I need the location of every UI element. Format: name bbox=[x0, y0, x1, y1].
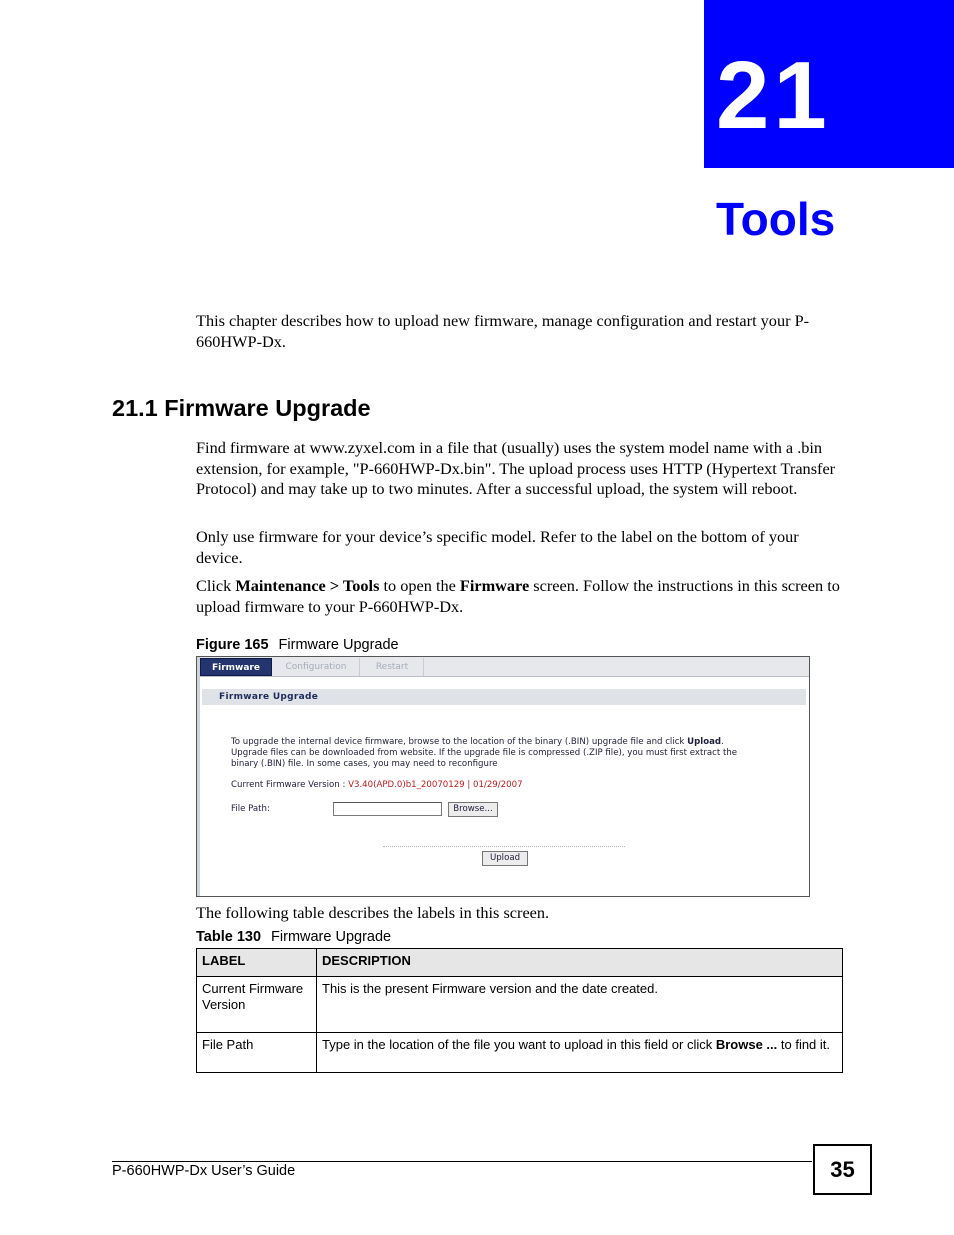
tab-restart[interactable]: Restart bbox=[361, 658, 424, 676]
divider bbox=[383, 846, 625, 847]
text-run: To upgrade the internal device firmware, browse to the location of the binary (.BIN) upgrade file and click bbox=[231, 737, 688, 747]
current-version-value: V3.40(APD.0)b1_20070129 | 01/29/2007 bbox=[348, 780, 523, 790]
tab-firmware[interactable]: Firmware bbox=[200, 658, 272, 676]
header-description: DESCRIPTION bbox=[317, 949, 843, 977]
instruction-line-3: binary (.BIN) file. In some cases, you may need to reconfigure bbox=[231, 759, 498, 769]
table-row bbox=[197, 1033, 843, 1073]
chapter-title: Tools bbox=[716, 193, 836, 245]
figure-title: Firmware Upgrade bbox=[278, 637, 399, 653]
text-run: . bbox=[721, 737, 724, 747]
screen-name-bold: Firmware bbox=[459, 576, 530, 595]
browse-keyword: Browse ... bbox=[715, 1037, 778, 1052]
paragraph-click-instructions bbox=[196, 576, 844, 617]
tab-bar bbox=[197, 657, 809, 677]
cell-label: File Path bbox=[197, 1033, 317, 1073]
text-run: to open the bbox=[379, 576, 460, 595]
labels-table bbox=[196, 948, 843, 1073]
footer-guide-title: P-660HWP-Dx User’s Guide bbox=[112, 1163, 296, 1179]
chapter-number-box bbox=[704, 0, 954, 168]
cell-description bbox=[317, 1033, 843, 1073]
cell-label: Current Firmware Version bbox=[197, 977, 317, 1033]
file-path-input[interactable] bbox=[333, 802, 442, 816]
text-run: Type in the location of the file you want to upload in this field or click bbox=[322, 1037, 716, 1052]
text-run: Click bbox=[196, 576, 236, 595]
upload-keyword: Upload bbox=[687, 737, 722, 747]
figure-caption bbox=[196, 636, 399, 654]
current-version-row bbox=[231, 780, 523, 791]
panel-title: Firmware Upgrade bbox=[202, 689, 806, 705]
table-title: Firmware Upgrade bbox=[271, 929, 392, 945]
instruction-line-1 bbox=[231, 737, 724, 748]
paragraph-table-intro: The following table describes the labels in this screen. bbox=[196, 903, 550, 922]
table-header-row bbox=[197, 949, 843, 977]
left-frame-bar bbox=[197, 657, 200, 896]
header-label: LABEL bbox=[197, 949, 317, 977]
file-path-label: File Path: bbox=[231, 804, 270, 814]
instruction-line-2: Upgrade files can be downloaded from website. If the upgrade file is compressed (.ZIP file), you must first extract the bbox=[231, 748, 738, 758]
tab-configuration[interactable]: Configuration bbox=[273, 658, 360, 676]
paragraph-find-firmware: Find firmware at www.zyxel.com in a file that (usually) uses the system model name with a .bin extension, for example, "P-660HWP-Dx.bin". The upload process uses HTTP (Hypertext Transfer Protocol) and may take up to two minutes. After a successful upload, the system will reboot. bbox=[196, 438, 836, 498]
text-run: screen. Follow the instructions in this screen to upload firmware to your P-660HWP-Dx. bbox=[196, 576, 840, 616]
section-heading: 21.1 Firmware Upgrade bbox=[112, 395, 371, 421]
upload-button[interactable]: Upload bbox=[482, 851, 528, 866]
paragraph-model-warning: Only use firmware for your device’s specific model. Refer to the label on the bottom of your device. bbox=[196, 527, 799, 567]
browse-button[interactable]: Browse... bbox=[448, 802, 498, 817]
table-row bbox=[197, 977, 843, 1033]
current-version-label: Current Firmware Version : bbox=[231, 780, 349, 790]
table-caption bbox=[196, 928, 391, 946]
menu-path-bold: Maintenance > Tools bbox=[235, 576, 380, 595]
text-run: to find it. bbox=[777, 1037, 831, 1052]
chapter-number: 21 bbox=[716, 42, 831, 149]
figure-number: Figure 165 bbox=[196, 637, 269, 653]
page-number: 35 bbox=[813, 1144, 872, 1195]
intro-paragraph: This chapter describes how to upload new firmware, manage configuration and restart your P-660HWP-Dx. bbox=[196, 311, 810, 351]
table-number: Table 130 bbox=[196, 929, 262, 945]
firmware-screenshot bbox=[196, 656, 810, 897]
cell-description: This is the present Firmware version and the date created. bbox=[317, 977, 843, 1033]
